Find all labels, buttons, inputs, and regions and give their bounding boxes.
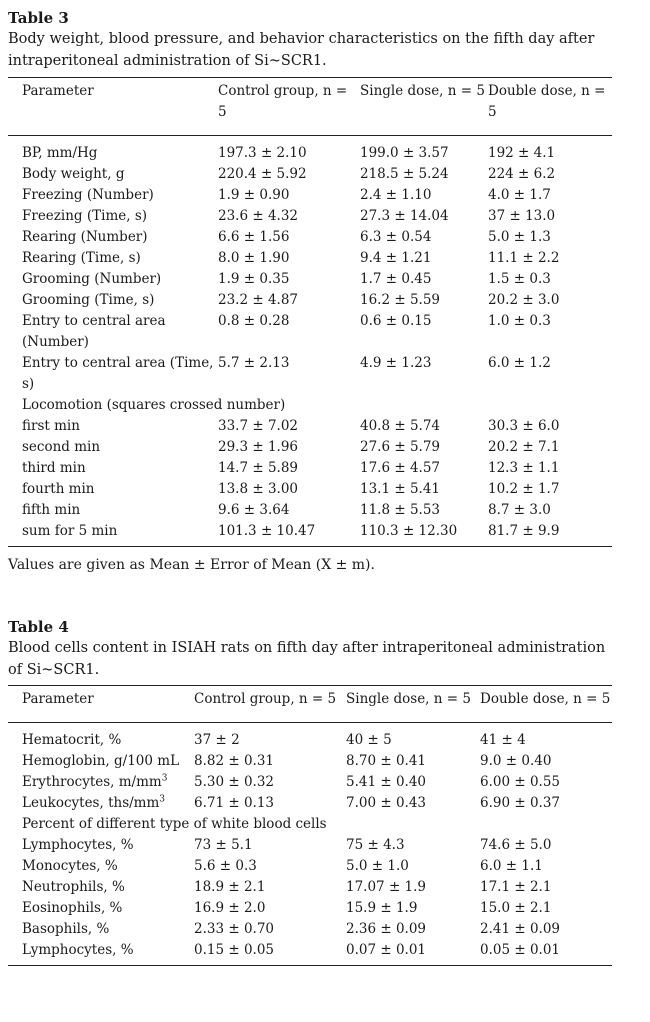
cell-value: 192 ± 4.1 xyxy=(488,145,556,161)
cell-value: 5.6 ± 0.3 xyxy=(194,858,257,874)
row-label: Entry to central area (Time, s) xyxy=(22,355,214,392)
cell-value: 8.70 ± 0.41 xyxy=(346,753,427,769)
cell-value: 2.33 ± 0.70 xyxy=(194,921,275,937)
row-label: Monocytes, % xyxy=(22,858,118,874)
cell-value: 0.6 ± 0.15 xyxy=(360,313,432,329)
row-label: Hematocrit, % xyxy=(22,732,122,748)
cell-value: 5.7 ± 2.13 xyxy=(218,355,290,371)
cell-value: 17.6 ± 4.57 xyxy=(360,460,441,476)
table-row xyxy=(8,751,612,772)
cell-value: 6.0 ± 1.2 xyxy=(488,355,551,371)
cell-value: 2.36 ± 0.09 xyxy=(346,921,427,937)
cell-value: 23.2 ± 4.87 xyxy=(218,292,299,308)
cell-value: 8.0 ± 1.90 xyxy=(218,250,290,266)
cell-value: 6.3 ± 0.54 xyxy=(360,229,432,245)
cell-value: 20.2 ± 3.0 xyxy=(488,292,560,308)
cell-value: 27.3 ± 14.04 xyxy=(360,208,449,224)
col-header-control: Control group, n = 5 xyxy=(194,686,346,723)
row-label-text: Erythrocytes, m/mm xyxy=(22,774,162,790)
cell-value: 33.7 ± 7.02 xyxy=(218,418,299,434)
row-label: Basophils, % xyxy=(22,921,110,937)
row-label-superscript: 3 xyxy=(159,794,166,805)
table-row xyxy=(8,416,612,437)
cell-value: 1.9 ± 0.90 xyxy=(218,187,290,203)
cell-value: 10.2 ± 1.7 xyxy=(488,481,560,497)
cell-value: 6.6 ± 1.56 xyxy=(218,229,290,245)
row-label: Lymphocytes, % xyxy=(22,837,134,853)
cell-value: 13.1 ± 5.41 xyxy=(360,481,441,497)
table-caption: Blood cells content in ISIAH rats on fifth day after intraperitoneal administration of Si~SCR1. xyxy=(8,640,606,678)
row-label: Neutrophils, % xyxy=(22,879,125,895)
table-row xyxy=(8,919,612,940)
cell-value: 17.1 ± 2.1 xyxy=(480,879,552,895)
table-row xyxy=(8,500,612,521)
cell-value: 6.00 ± 0.55 xyxy=(480,774,561,790)
table-row xyxy=(8,290,612,311)
cell-value: 8.82 ± 0.31 xyxy=(194,753,275,769)
header-row xyxy=(8,78,612,136)
cell-value: 75 ± 4.3 xyxy=(346,837,405,853)
section-row xyxy=(8,395,612,416)
row-label-superscript: 3 xyxy=(161,773,168,784)
cell-value: 15.0 ± 2.1 xyxy=(480,900,552,916)
row-label: first min xyxy=(22,418,80,434)
col-header-double: Double dose, n = 5 xyxy=(480,686,612,723)
cell-value: 17.07 ± 1.9 xyxy=(346,879,427,895)
header-row xyxy=(8,686,612,723)
cell-value: 9.4 ± 1.21 xyxy=(360,250,432,266)
row-label xyxy=(8,772,194,793)
col-header-single: Single dose, n = 5 xyxy=(346,686,480,723)
cell-value: 9.0 ± 0.40 xyxy=(480,753,552,769)
section-row xyxy=(8,814,612,835)
cell-value: 74.6 ± 5.0 xyxy=(480,837,552,853)
table-label: Table 3 xyxy=(8,9,69,27)
col-header-double: Double dose, n = 5 xyxy=(488,78,612,136)
cell-value: 1.7 ± 0.45 xyxy=(360,271,432,287)
cell-value: 110.3 ± 12.30 xyxy=(360,523,458,539)
table-row xyxy=(8,458,612,479)
cell-value: 37 ± 2 xyxy=(194,732,240,748)
col-header-parameter: Parameter xyxy=(8,686,194,723)
cell-value: 20.2 ± 7.1 xyxy=(488,439,560,455)
cell-value: 6.90 ± 0.37 xyxy=(480,795,561,811)
row-label: Grooming (Number) xyxy=(22,271,162,287)
table-row xyxy=(8,772,612,793)
row-label: Freezing (Time, s) xyxy=(22,208,148,224)
cell-value: 5.0 ± 1.0 xyxy=(346,858,409,874)
table-4-grid xyxy=(8,685,612,966)
table-row xyxy=(8,479,612,500)
cell-value: 218.5 ± 5.24 xyxy=(360,166,449,182)
cell-value: 2.4 ± 1.10 xyxy=(360,187,432,203)
cell-value: 73 ± 5.1 xyxy=(194,837,253,853)
table-3-grid xyxy=(8,77,612,547)
table-row xyxy=(8,793,612,814)
section-heading: Locomotion (squares crossed number) xyxy=(22,397,286,413)
table-row xyxy=(8,353,612,395)
cell-value: 2.41 ± 0.09 xyxy=(480,921,561,937)
cell-value: 220.4 ± 5.92 xyxy=(218,166,307,182)
cell-value: 5.0 ± 1.3 xyxy=(488,229,551,245)
table-row xyxy=(8,877,612,898)
row-label: third min xyxy=(22,460,86,476)
cell-value: 224 ± 6.2 xyxy=(488,166,556,182)
cell-value: 16.2 ± 5.59 xyxy=(360,292,441,308)
cell-value: 13.8 ± 3.00 xyxy=(218,481,299,497)
table-row xyxy=(8,248,612,269)
cell-value: 7.00 ± 0.43 xyxy=(346,795,427,811)
table-row xyxy=(8,227,612,248)
cell-value: 199.0 ± 3.57 xyxy=(360,145,449,161)
cell-value: 14.7 ± 5.89 xyxy=(218,460,299,476)
cell-value: 40.8 ± 5.74 xyxy=(360,418,441,434)
row-label xyxy=(8,793,194,814)
cell-value: 37 ± 13.0 xyxy=(488,208,556,224)
table-row xyxy=(8,898,612,919)
table-row xyxy=(8,164,612,185)
cell-value: 4.0 ± 1.7 xyxy=(488,187,551,203)
cell-value: 27.6 ± 5.79 xyxy=(360,439,441,455)
row-label: Body weight, g xyxy=(22,166,125,182)
table-row xyxy=(8,136,612,165)
row-label: fourth min xyxy=(22,481,95,497)
cell-value: 40 ± 5 xyxy=(346,732,392,748)
cell-value: 6.71 ± 0.13 xyxy=(194,795,275,811)
row-label: Eosinophils, % xyxy=(22,900,123,916)
cell-value: 1.0 ± 0.3 xyxy=(488,313,551,329)
table-row xyxy=(8,269,612,290)
table-4-body xyxy=(8,723,612,966)
cell-value: 6.0 ± 1.1 xyxy=(480,858,543,874)
row-label: fifth min xyxy=(22,502,81,518)
section-heading: Percent of different type of white blood cells xyxy=(22,816,327,832)
table-row xyxy=(8,185,612,206)
table-note: Values are given as Mean ± Error of Mean (X ± m). xyxy=(8,557,375,573)
table-row xyxy=(8,311,612,353)
table-row xyxy=(8,940,612,966)
cell-value: 23.6 ± 4.32 xyxy=(218,208,299,224)
row-label-text: Leukocytes, ths/mm xyxy=(22,795,160,811)
col-header-control: Control group, n = 5 xyxy=(218,78,360,136)
row-label: Entry to central area (Number) xyxy=(22,313,166,350)
cell-value: 16.9 ± 2.0 xyxy=(194,900,266,916)
cell-value: 8.7 ± 3.0 xyxy=(488,502,551,518)
cell-value: 1.9 ± 0.35 xyxy=(218,271,290,287)
cell-value: 0.05 ± 0.01 xyxy=(480,942,561,958)
cell-value: 101.3 ± 10.47 xyxy=(218,523,316,539)
table-row xyxy=(8,206,612,227)
table-4 xyxy=(8,618,612,966)
cell-value: 197.3 ± 2.10 xyxy=(218,145,307,161)
cell-value: 41 ± 4 xyxy=(480,732,526,748)
cell-value: 81.7 ± 9.9 xyxy=(488,523,560,539)
cell-value: 30.3 ± 6.0 xyxy=(488,418,560,434)
row-label: sum for 5 min xyxy=(22,523,118,539)
cell-value: 4.9 ± 1.23 xyxy=(360,355,432,371)
table-label: Table 4 xyxy=(8,618,69,636)
table-row xyxy=(8,723,612,752)
cell-value: 15.9 ± 1.9 xyxy=(346,900,418,916)
row-label: BP, mm/Hg xyxy=(22,145,98,161)
cell-value: 5.41 ± 0.40 xyxy=(346,774,427,790)
row-label: Freezing (Number) xyxy=(22,187,154,203)
col-header-single: Single dose, n = 5 xyxy=(360,78,488,136)
cell-value: 9.6 ± 3.64 xyxy=(218,502,290,518)
table-3 xyxy=(8,9,612,575)
cell-value: 0.07 ± 0.01 xyxy=(346,942,427,958)
row-label: Hemoglobin, g/100 mL xyxy=(22,753,180,769)
row-label: Lymphocytes, % xyxy=(22,942,134,958)
cell-value: 12.3 ± 1.1 xyxy=(488,460,560,476)
cell-value: 0.8 ± 0.28 xyxy=(218,313,290,329)
cell-value: 0.15 ± 0.05 xyxy=(194,942,275,958)
col-header-parameter: Parameter xyxy=(8,78,218,136)
table-caption: Body weight, blood pressure, and behavior characteristics on the fifth day after intraperitoneal administration of Si~SCR1. xyxy=(8,31,595,69)
table-row xyxy=(8,521,612,547)
row-label: Rearing (Number) xyxy=(22,229,148,245)
cell-value: 29.3 ± 1.96 xyxy=(218,439,299,455)
table-row xyxy=(8,437,612,458)
cell-value: 11.8 ± 5.53 xyxy=(360,502,441,518)
row-label: Grooming (Time, s) xyxy=(22,292,155,308)
cell-value: 18.9 ± 2.1 xyxy=(194,879,266,895)
cell-value: 5.30 ± 0.32 xyxy=(194,774,275,790)
row-label: Rearing (Time, s) xyxy=(22,250,141,266)
table-3-body xyxy=(8,136,612,547)
table-row xyxy=(8,835,612,856)
cell-value: 11.1 ± 2.2 xyxy=(488,250,560,266)
row-label: second min xyxy=(22,439,101,455)
cell-value: 1.5 ± 0.3 xyxy=(488,271,551,287)
table-row xyxy=(8,856,612,877)
